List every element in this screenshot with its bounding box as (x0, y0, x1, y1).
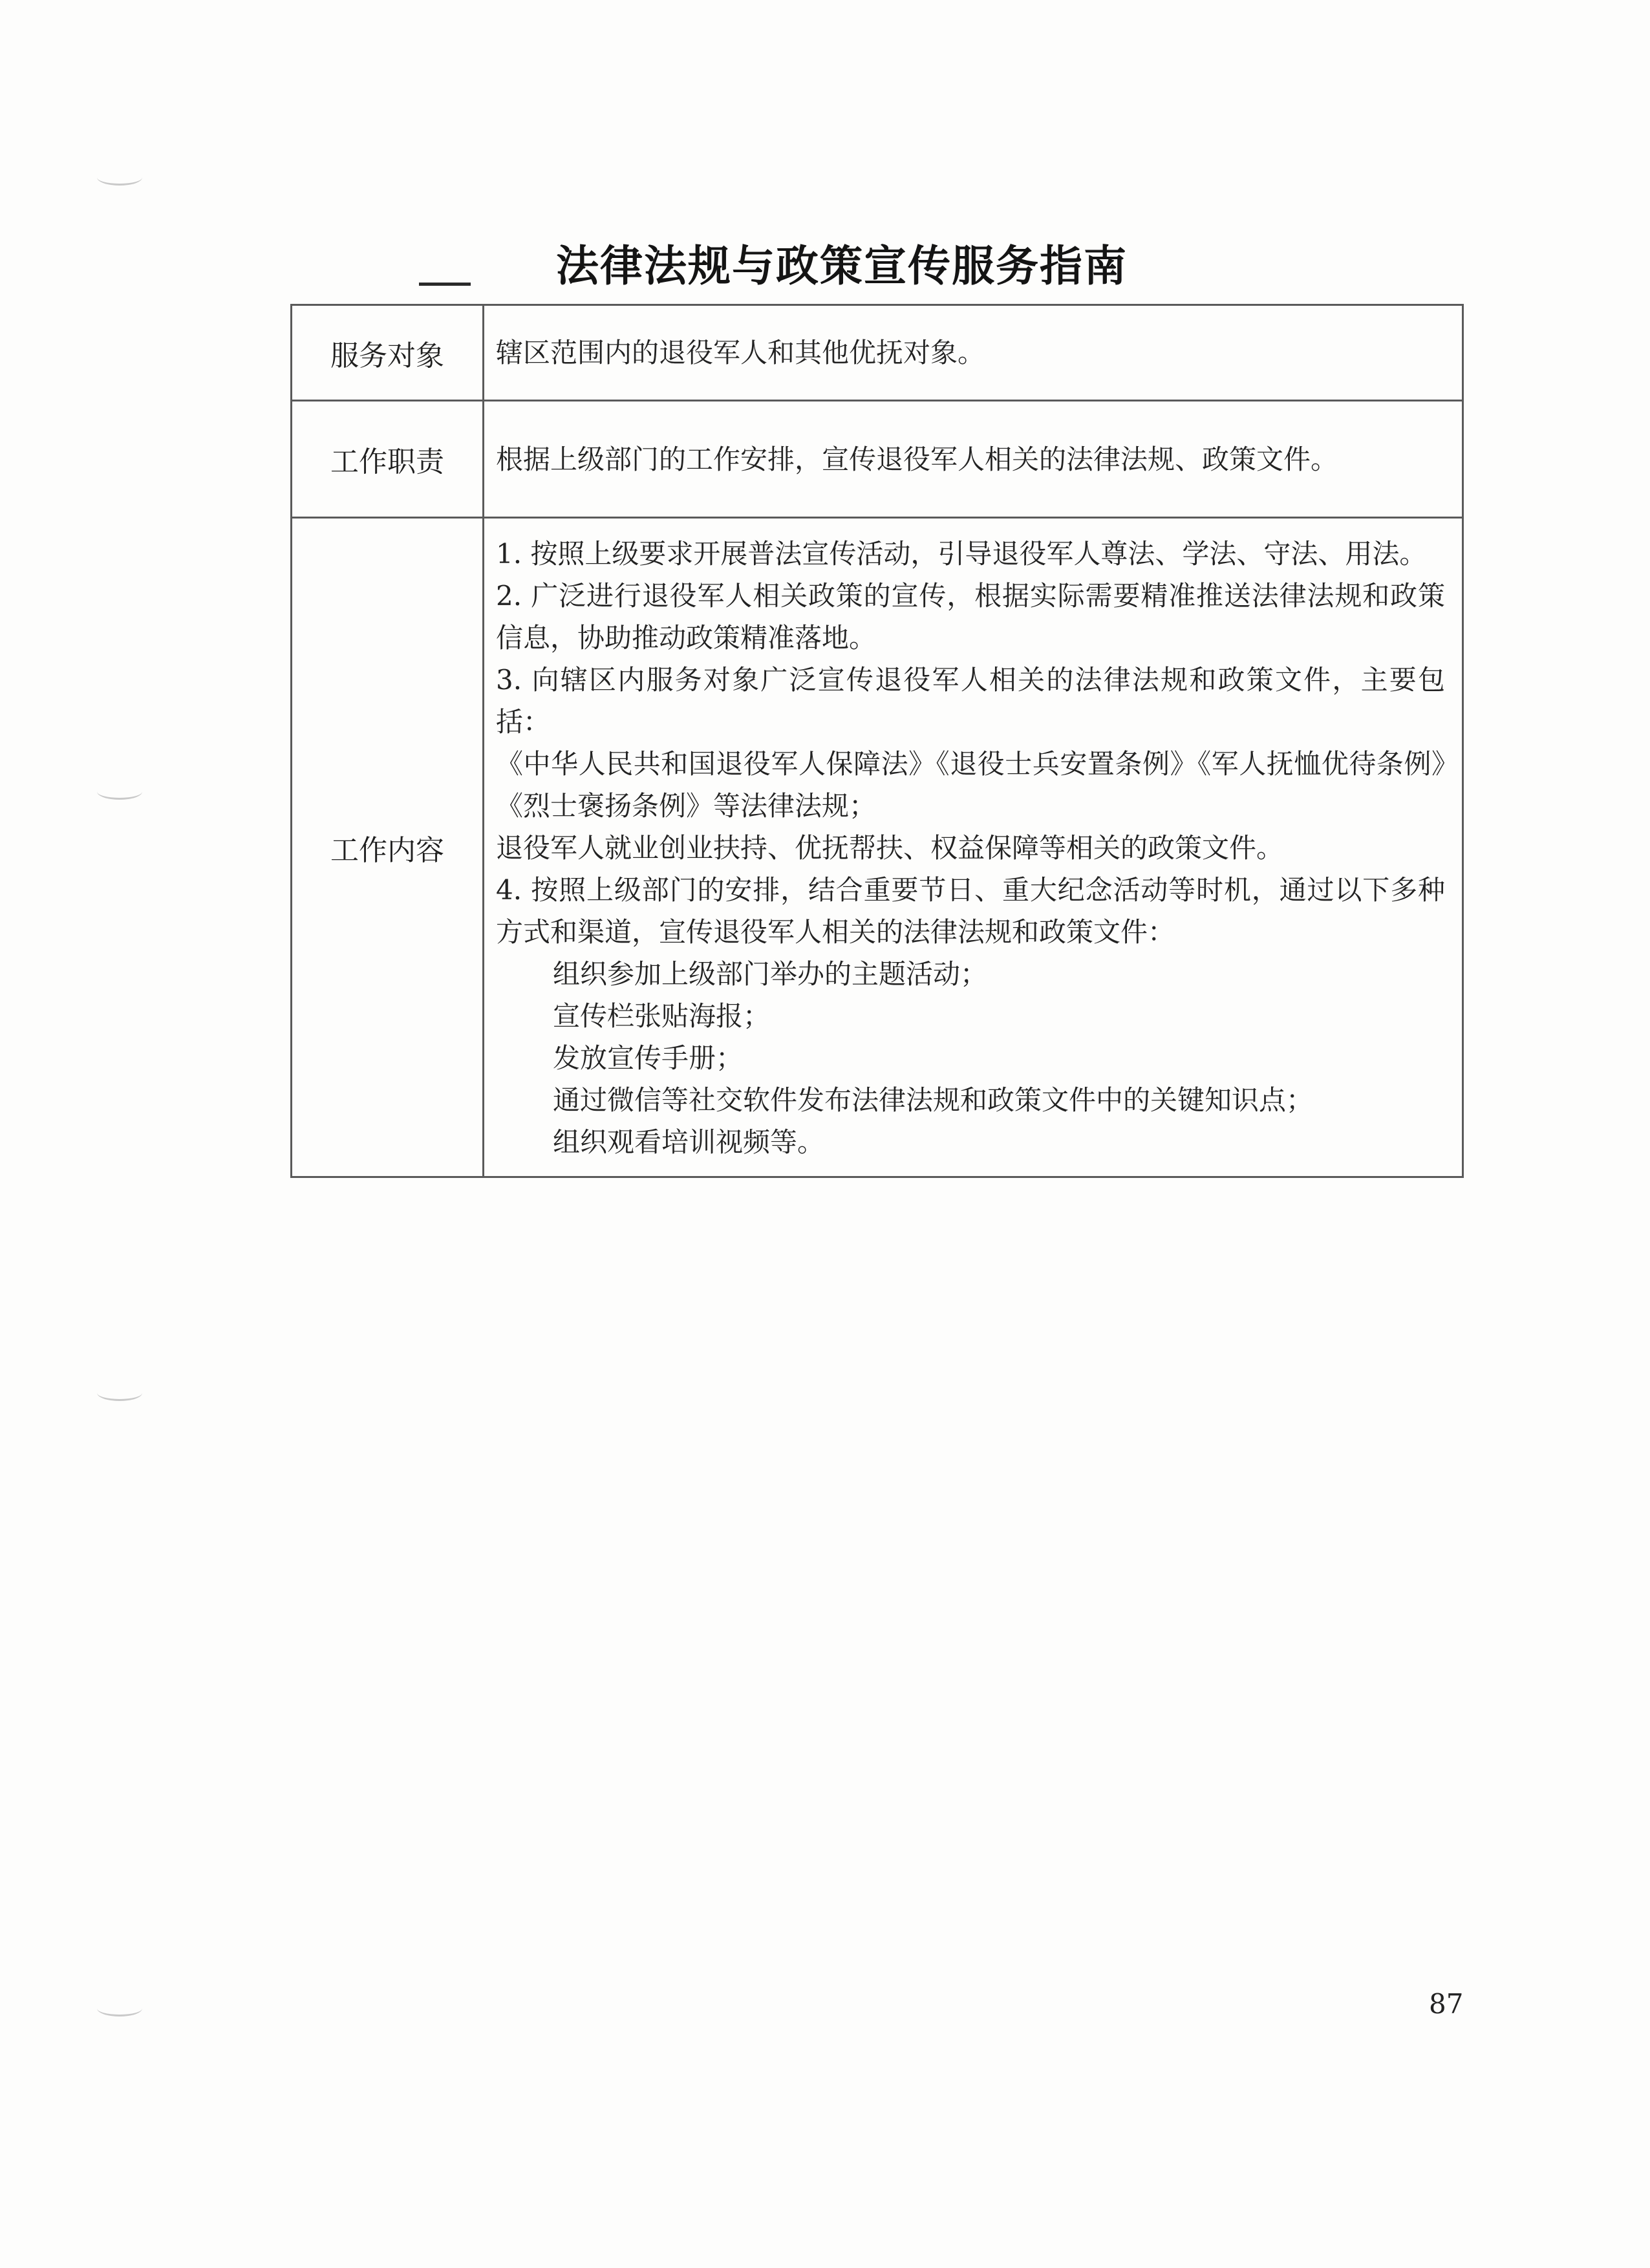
page-number: 87 (1429, 1988, 1464, 2020)
punch-hole-mark (97, 1385, 142, 1401)
table-row-service-object (292, 305, 1463, 401)
service-object-value: 辖区范围内的退役军人和其他优抚对象。 (484, 305, 1463, 401)
service-guide-table (290, 304, 1464, 1178)
content-item-3: 3. 向辖区内服务对象广泛宣传退役军人相关的法律法规和政策文件，主要包括： (496, 664, 1445, 738)
content-subitem: 组织参加上级部门举办的主题活动； (553, 958, 988, 990)
content-item-policies: 退役军人就业创业扶持、优抚帮扶、权益保障等相关的政策文件。 (496, 832, 1284, 864)
content-item-4: 4. 按照上级部门的安排，结合重要节日、重大纪念活动等时机，通过以下多种方式和渠道，宣传退役军人相关的法律法规和政策文件： (496, 874, 1445, 948)
content-subitem: 组织观看培训视频等。 (553, 1126, 825, 1158)
content-subitem: 宣传栏张贴海报； (553, 1000, 771, 1032)
content-item-1: 1. 按照上级要求开展普法宣传活动，引导退役军人尊法、学法、守法、用法。 (496, 538, 1427, 570)
punch-hole-mark (97, 784, 142, 800)
table-row-work-content (292, 518, 1463, 1177)
header-dash-mark (419, 283, 471, 286)
work-duty-label: 工作职责 (292, 401, 484, 518)
punch-hole-mark (97, 2000, 142, 2017)
work-content-value (484, 518, 1463, 1177)
page-title: 法律法规与政策宣传服务指南 (556, 241, 1128, 291)
content-subitem: 通过微信等社交软件发布法律法规和政策文件中的关键知识点； (553, 1084, 1314, 1116)
punch-hole-mark (97, 169, 142, 186)
work-duty-value: 根据上级部门的工作安排，宣传退役军人相关的法律法规、政策文件。 (484, 401, 1463, 518)
work-content-label: 工作内容 (292, 518, 484, 1177)
content-subitem: 发放宣传手册； (553, 1042, 744, 1074)
content-item-2: 2. 广泛进行退役军人相关政策的宣传，根据实际需要精准推送法律法规和政策信息，协助推动政策精准落地。 (496, 580, 1445, 654)
service-object-label: 服务对象 (292, 305, 484, 401)
content-item-laws: 《中华人民共和国退役军人保障法》《退役士兵安置条例》《军人抚恤优待条例》《烈士褒扬条例》等法律法规； (496, 748, 1445, 822)
table-row-work-duty (292, 401, 1463, 518)
work-content-list (496, 519, 1445, 1176)
